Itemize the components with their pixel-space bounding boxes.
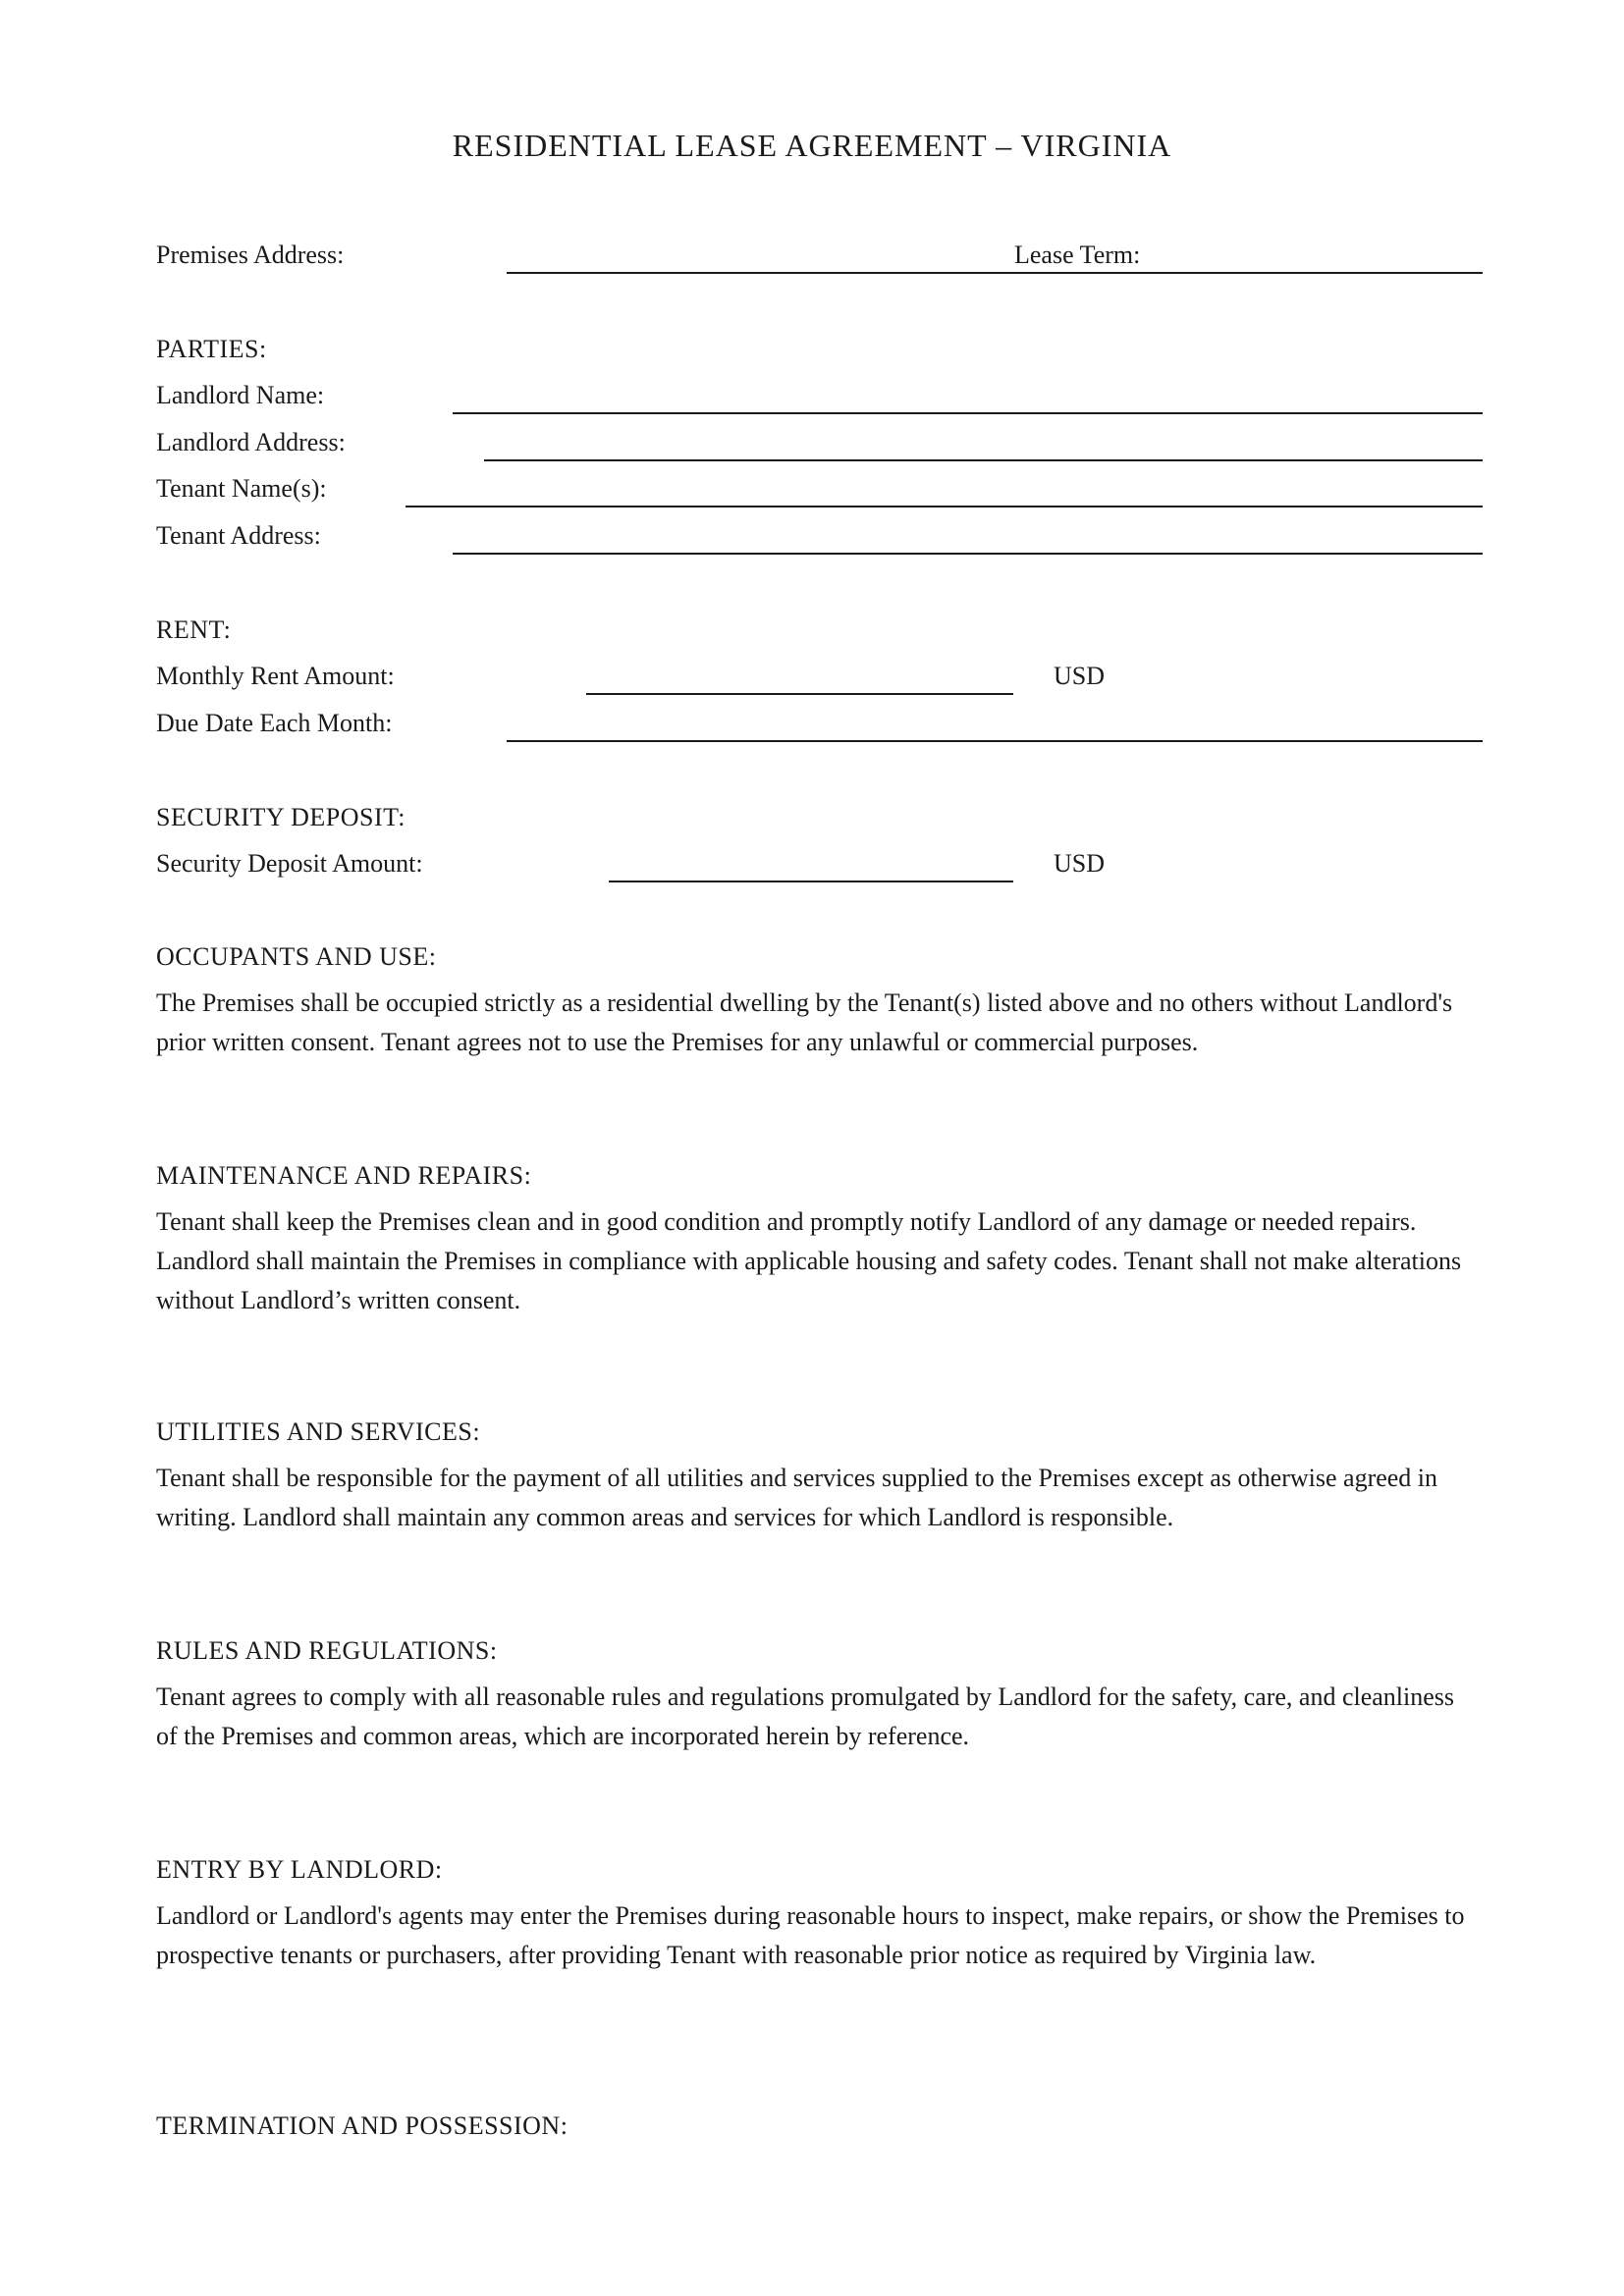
entry-paragraph: Landlord or Landlord's agents may enter the Premises during reasonable hours to inspect, make repairs, or show the Premises to prospective tenants or purchasers, after providing Tenant with reasonable prior notice as required by Virginia law. <box>156 1901 1465 1969</box>
landlord-address-label: Landlord Address: <box>156 428 346 456</box>
lease-term-label: Lease Term: <box>1014 240 1141 269</box>
tenant-names-field[interactable] <box>406 506 1483 507</box>
landlord-address-field[interactable] <box>484 459 1483 461</box>
rules-paragraph: Tenant agrees to comply with all reasonable rules and regulations promulgated by Landlord for the safety, care, and cleanliness of the Premises and common areas, which are incorporated herein by reference. <box>156 1682 1455 1750</box>
monthly-rent-field[interactable] <box>586 693 1013 695</box>
security-deposit-heading: SECURITY DEPOSIT: <box>156 803 406 831</box>
occupants-paragraph: The Premises shall be occupied strictly as a residential dwelling by the Tenant(s) listed above and no others without Landlord's prior written consent. Tenant agrees not to use the Premises for any unlawful or commercial purposes. <box>156 988 1453 1056</box>
tenant-address-field[interactable] <box>453 553 1483 555</box>
due-date-label: Due Date Each Month: <box>156 709 393 737</box>
landlord-name-field[interactable] <box>453 412 1483 414</box>
document-title: RESIDENTIAL LEASE AGREEMENT – VIRGINIA <box>452 128 1172 163</box>
tenant-address-label: Tenant Address: <box>156 521 321 550</box>
maintenance-heading: MAINTENANCE AND REPAIRS: <box>156 1161 532 1190</box>
rules-heading: RULES AND REGULATIONS: <box>156 1636 498 1665</box>
parties-heading: PARTIES: <box>156 335 267 363</box>
due-date-field[interactable] <box>507 740 1483 742</box>
landlord-name-label: Landlord Name: <box>156 381 325 409</box>
termination-heading: TERMINATION AND POSSESSION: <box>156 2111 568 2140</box>
utilities-heading: UTILITIES AND SERVICES: <box>156 1417 481 1446</box>
rent-currency-label: USD <box>1054 662 1106 690</box>
utilities-paragraph: Tenant shall be responsible for the payment of all utilities and services supplied to the Premises except as otherwise agreed in writing. Landlord shall maintain any common areas and services for which Landlord is responsible. <box>156 1464 1438 1531</box>
occupants-heading: OCCUPANTS AND USE: <box>156 942 437 971</box>
monthly-rent-label: Monthly Rent Amount: <box>156 662 395 690</box>
entry-heading: ENTRY BY LANDLORD: <box>156 1855 443 1884</box>
maintenance-paragraph: Tenant shall keep the Premises clean and in good condition and promptly notify Landlord of any damage or needed repairs. Landlord shall maintain the Premises in compliance with applicable housing and safety codes. Tenant shall not make alterations without Landlord’s written consent. <box>156 1207 1462 1314</box>
rent-heading: RENT: <box>156 615 232 644</box>
security-deposit-field[interactable] <box>609 881 1013 882</box>
premises-address-label: Premises Address: <box>156 240 345 269</box>
tenant-names-label: Tenant Name(s): <box>156 474 327 503</box>
deposit-currency-label: USD <box>1054 849 1106 878</box>
security-deposit-label: Security Deposit Amount: <box>156 849 423 878</box>
premises-address-field[interactable] <box>507 272 1483 274</box>
